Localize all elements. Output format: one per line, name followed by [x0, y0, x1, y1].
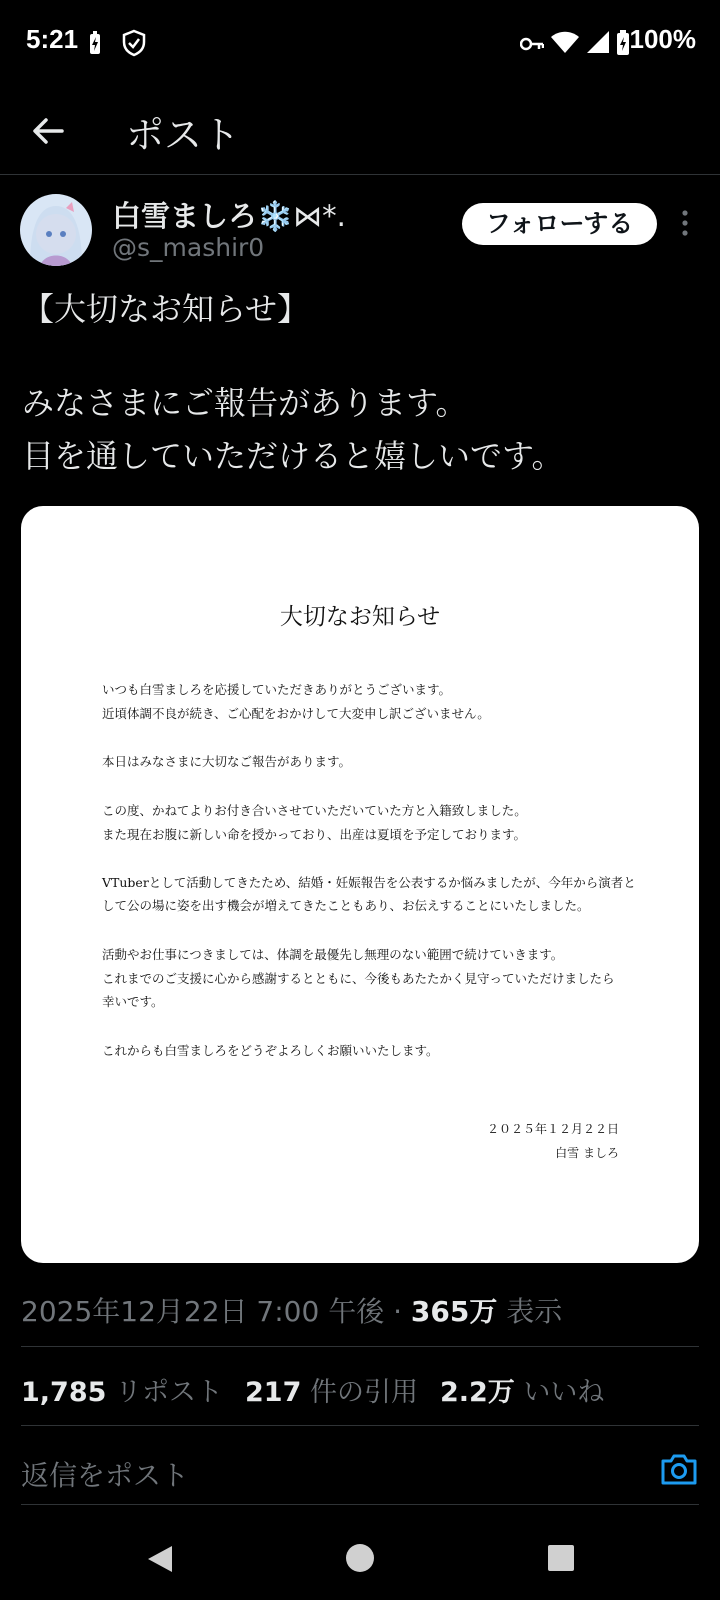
home-circle-icon[interactable] [345, 1543, 375, 1573]
post-text-line: 目を通していただけると嬉しいです。 [22, 437, 564, 475]
back-triangle-icon[interactable] [146, 1544, 174, 1574]
document-line: これからも白雪ましろをどうぞよろしくお願いいたします。 [102, 1043, 439, 1058]
likes-count: 2.2万 [439, 1377, 515, 1408]
document-line: これまでのご支援に心から感謝するとともに、今後もあたたかく見守っていただけましたら [102, 971, 615, 986]
arrow-left-icon [24, 106, 74, 156]
camera-icon [660, 1452, 698, 1486]
follow-button[interactable]: フォローする [462, 203, 657, 245]
likes-stat[interactable] [440, 1377, 604, 1408]
page-title: ポスト [126, 113, 241, 157]
user-handle[interactable]: @s_mashir0 [112, 233, 265, 262]
document-line: この度、かねてよりお付き合いさせていただいていた方と入籍致しました。 [102, 803, 527, 818]
document-line: 近頃体調不良が続き、ご心配をおかけして大変申し訳ございません。 [102, 706, 490, 721]
system-nav-bar [0, 1516, 720, 1600]
post-text-line: 【大切なお知らせ】 [22, 290, 310, 328]
document-signature: 白雪 ましろ [555, 1146, 619, 1160]
document-line: 本日はみなさまに大切なご報告があります。 [102, 754, 352, 769]
top-app-bar [0, 86, 720, 175]
reposts-label: リポスト [115, 1377, 223, 1408]
quotes-count: 217 [245, 1377, 302, 1408]
meta-separator: · [393, 1295, 403, 1328]
wifi-icon [550, 30, 580, 54]
battery-icon [616, 30, 630, 56]
document-line: 活動やお仕事につきましては、体調を最優先し無理のない範囲で続けていきます。 [102, 947, 564, 962]
status-bar [0, 0, 720, 86]
battery-percentage: 100% [629, 24, 696, 54]
document-line: VTuberとして活動してきたため、結婚・妊娠報告を公表するか悩みましたが、今年から演者と [102, 875, 636, 890]
post-timestamp[interactable]: 2025年12月22日 7:00 午後 [21, 1295, 385, 1328]
battery-charging-icon [88, 31, 102, 55]
engagement-stats [21, 1370, 604, 1409]
vpn-key-icon [520, 36, 544, 52]
post-meta [21, 1290, 562, 1330]
avatar[interactable] [20, 194, 92, 266]
display-name-suffix: ❄️⋈*. [257, 199, 346, 233]
post-image[interactable] [21, 506, 699, 1263]
reposts-stat[interactable] [21, 1377, 223, 1408]
document-title: 大切なお知らせ [279, 604, 441, 630]
display-name[interactable] [112, 194, 346, 235]
recents-square-icon[interactable] [548, 1545, 574, 1571]
document-line: いつも白雪ましろを応援していただきありがとうございます。 [102, 682, 452, 697]
back-button[interactable] [24, 106, 74, 156]
document-line: して公の場に姿を出す機会が増えてきたこともあり、お伝えすることにいたしました。 [102, 898, 590, 913]
reposts-count: 1,785 [21, 1377, 107, 1408]
status-time: 5:21 [26, 24, 79, 54]
shield-icon [121, 29, 147, 57]
divider [21, 1504, 699, 1505]
quotes-stat[interactable] [245, 1377, 418, 1408]
divider [21, 1346, 699, 1347]
cellular-signal-icon [586, 30, 610, 54]
views-label: 表示 [506, 1295, 563, 1328]
post-text-line: みなさまにご報告があります。 [22, 384, 468, 422]
document-line: 幸いです。 [102, 994, 164, 1009]
display-name-text: 白雪ましろ [112, 199, 258, 233]
reply-input[interactable]: 返信をポスト [21, 1459, 190, 1492]
more-options-button[interactable] [676, 208, 694, 238]
quotes-label: 件の引用 [309, 1377, 418, 1408]
likes-label: いいね [523, 1377, 605, 1408]
more-vertical-icon [676, 208, 694, 238]
views-count: 365万 [410, 1295, 498, 1328]
document-line: また現在お腹に新しい命を授かっており、出産は夏頃を予定しております。 [102, 827, 527, 842]
document-date: ２０２５年１２月２２日 [486, 1122, 619, 1136]
camera-button[interactable] [660, 1452, 698, 1486]
